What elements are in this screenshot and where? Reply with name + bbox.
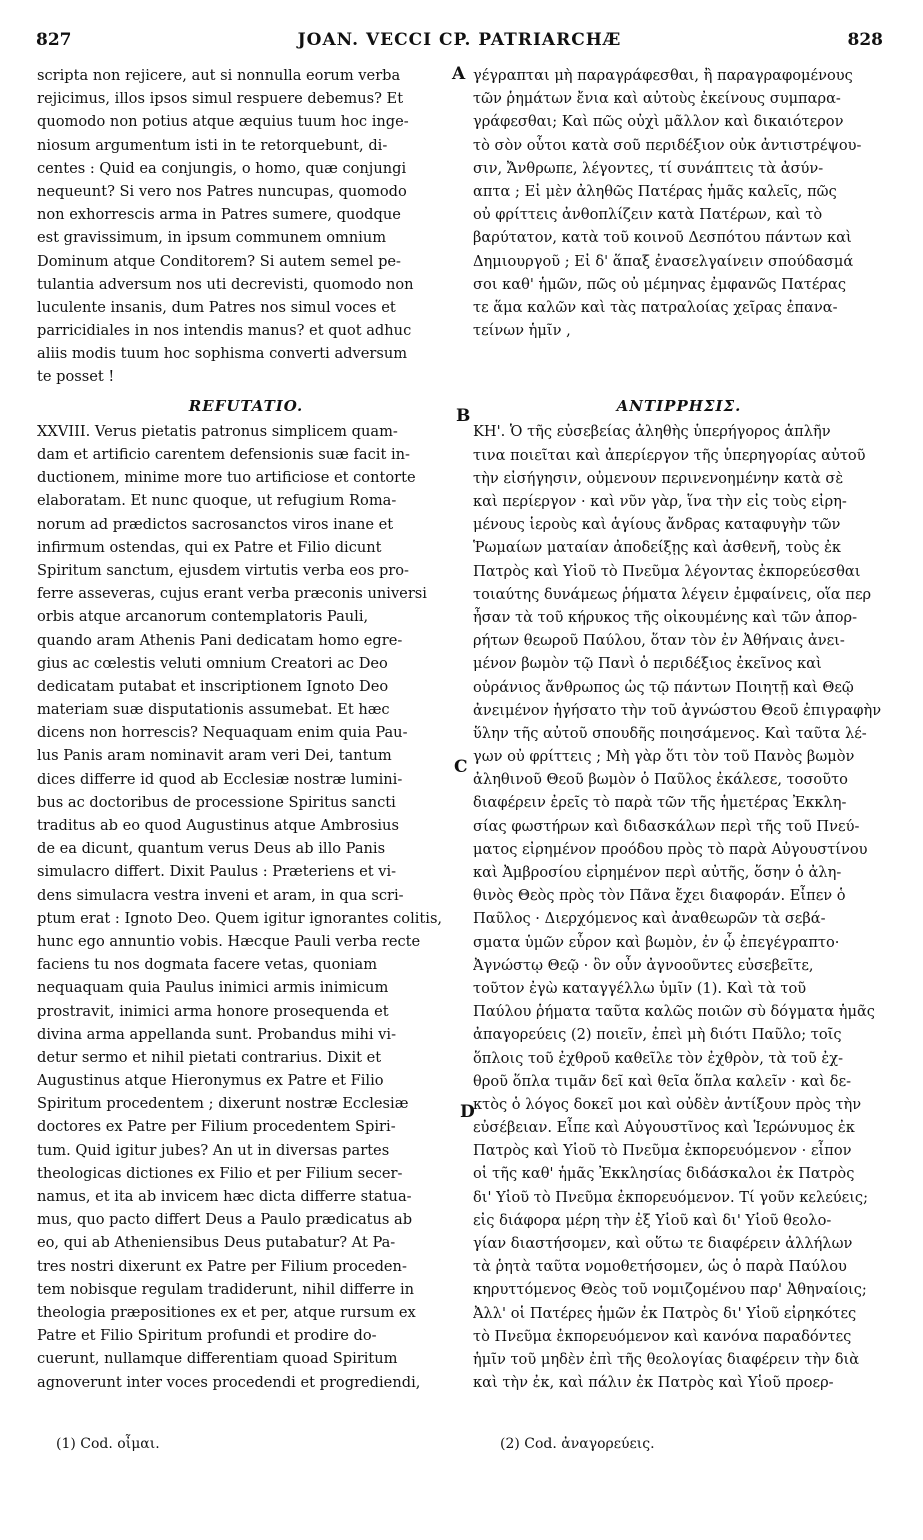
latin-text-line: non exhorrescis arma in Patres sumere, quodque bbox=[37, 206, 401, 224]
greek-text-line: κηρυττόμενος Θεὸς τοῦ νομιζομένου παρ' Ἀθηναίοις; bbox=[473, 1281, 867, 1299]
latin-text-line: hunc ego annuntio vobis. Hæcque Pauli verba recte bbox=[37, 932, 421, 950]
latin-text-line: dices differre id quod ab Ecclesiæ nostræ lumini- bbox=[37, 770, 403, 788]
latin-text-line: lus Panis aram nominavit aram veri Dei, tantum bbox=[37, 747, 392, 765]
greek-text-line: ἦσαν τὰ τοῦ κήρυκος τῆς οἰκουμένης καὶ τῶν ἀπορ- bbox=[473, 608, 857, 626]
latin-text-line: est gravissimum, in ipsum communem omnium bbox=[37, 229, 387, 247]
greek-text-line: τοῦτον ἐγὼ καταγγέλλω ὑμῖν (1). Καὶ τὰ τοῦ bbox=[473, 979, 807, 997]
greek-section-title: ΑΝΤΙΡΡΗΣΙΣ. bbox=[616, 397, 742, 416]
latin-text-line: rejicimus, illos ipsos simul respuere debemus? Et bbox=[37, 90, 404, 108]
greek-text-line: διαφέρειν ἐρεῖς τὸ παρὰ τῶν τῆς ἡμετέρας Ἐκκλη- bbox=[473, 794, 847, 812]
latin-text-line: quando aram Athenis Pani dedicatam homo egre- bbox=[37, 631, 403, 649]
latin-text-line: prostravit, inimici arma honore prosequenda et bbox=[37, 1002, 389, 1020]
greek-text-line: τοιαύτης δυνάμεως ῥήματα λέγειν ἐμφαίνεις, οἵα περ bbox=[473, 585, 872, 603]
margin-letter-d: D bbox=[460, 1102, 475, 1122]
latin-text-line: theologicas dictiones ex Filio et per Filium secer- bbox=[37, 1164, 403, 1182]
latin-text-line: faciens tu nos dogmata facere vetas, quoniam bbox=[37, 956, 378, 974]
page-header bbox=[36, 30, 883, 56]
greek-text-line: καὶ τὴν ἐκ, καὶ πάλιν ἐκ Πατρὸς καὶ Υἱοῦ προερ- bbox=[473, 1374, 834, 1392]
greek-text-line: Ἀγνώστῳ Θεῷ · ὃν οὖν ἀγνοοῦντες εὐσεβεῖτε, bbox=[473, 956, 814, 974]
latin-text-line: norum ad prædictos sacrosanctos viros inane et bbox=[37, 515, 394, 533]
latin-text-line: Dominum atque Conditorem? Si autem semel pe- bbox=[37, 252, 401, 270]
latin-text-line: orbis atque arcanorum contemplatoris Pauli, bbox=[37, 608, 369, 626]
greek-text-line: Πατρὸς καὶ Υἱοῦ τὸ Πνεῦμα ἐκπορευόμενον · εἶπον bbox=[473, 1142, 852, 1160]
latin-text-line: gius ac cœlestis veluti omnium Creatori ac Deo bbox=[37, 654, 388, 672]
greek-text-line: ρήτων θεωροῦ Παύλου, ὅταν τὸν ἐν Ἀθήναις ἀνει- bbox=[473, 632, 845, 650]
latin-text-line: dedicatam putabat et inscriptionem Ignoto Deo bbox=[37, 677, 389, 695]
greek-body-text bbox=[473, 420, 885, 1394]
latin-text-line: de ea dicunt, quantum verus Deus ab illo Panis bbox=[37, 840, 386, 858]
latin-text-line: dens simulacra vestra inveni et aram, in qua scri- bbox=[37, 886, 404, 904]
latin-text-line: namus, et ita ab invicem hæc dicta differre statua- bbox=[37, 1188, 412, 1206]
greek-text-line: ἀνειμένον ἡγήσατο τὴν τοῦ ἀγνώστου Θεοῦ ἐπιγραφὴν bbox=[473, 701, 882, 719]
latin-text-line: quomodo non potius atque æquius tuum hoc inge- bbox=[37, 113, 409, 131]
latin-text-line: theologia præpositiones ex et per, atque rursum ex bbox=[37, 1303, 416, 1321]
latin-text-line: tem nobisque regulam tradiderunt, nihil differre in bbox=[37, 1280, 415, 1298]
latin-text-line: ptum erat : Ignoto Deo. Quem igitur ignorantes colitis, bbox=[37, 909, 443, 927]
greek-text-line: σίας φωστήρων καὶ διδασκάλων περὶ τῆς τοῦ Πνεύ- bbox=[473, 817, 860, 835]
latin-text-line: nequaquam quia Paulus inimici armis inimicum bbox=[37, 979, 389, 997]
greek-text-line: βαρύτατον, κατὰ τοῦ κοινοῦ Δεσπότου πάντων καὶ bbox=[473, 229, 852, 247]
greek-text-line: γέγραπται μὴ παραγράφεσθαι, ἢ παραγραφομένους bbox=[473, 67, 853, 84]
greek-text-line: τὸ σὸν οὗτοι κατὰ σοῦ περιδέξιον οὐκ ἀντιστρέψου- bbox=[473, 136, 862, 154]
latin-text-line: Augustinus atque Hieronymus ex Patre et Filio bbox=[37, 1072, 384, 1090]
greek-column bbox=[473, 64, 885, 1394]
latin-text-line: bus ac doctoribus de processione Spiritus sancti bbox=[37, 793, 396, 811]
latin-text-line: cuerunt, nullamque differentiam quoad Spiritum bbox=[37, 1350, 398, 1368]
greek-text-line: τῶν ῥημάτων ἔνια καὶ αὐτοὺς ἐκείνους συμπαρα- bbox=[473, 90, 841, 108]
greek-text-line: γράφεσθαι; Καὶ πῶς οὐχὶ μᾶλλον καὶ δικαιότερον bbox=[473, 113, 844, 131]
greek-text-line: οὐράνιος ἄνθρωπος ὡς τῷ πάντων Ποιητῇ καὶ Θεῷ bbox=[473, 678, 854, 696]
greek-text-line: οἱ τῆς καθ' ἡμᾶς Ἐκκλησίας διδάσκαλοι ἐκ Πατρὸς bbox=[473, 1165, 855, 1183]
latin-text-line: luculente insanis, dum Patres nos simul voces et bbox=[37, 298, 396, 316]
latin-text-line: niosum argumentum isti in te retorquebunt, di- bbox=[37, 136, 388, 154]
greek-text-line: σοι καθ' ἡμῶν, πῶς οὐ μέμηνας ἐμφανῶς Πατέρας bbox=[473, 275, 847, 293]
latin-text-line: centes : Quid ea conjungis, o homo, quæ conjungi bbox=[37, 159, 407, 177]
latin-text-line: materiam suæ disputationis assumebat. Et hæc bbox=[37, 701, 390, 719]
latin-text-line: traditus ab eo quod Augustinus atque Ambrosius bbox=[37, 817, 399, 835]
latin-text-line: mus, quo pacto differt Deus a Paulo prædicatus ab bbox=[37, 1211, 413, 1229]
greek-text-line: ματος εἰρημένον προόδου πρὸς τὸ παρὰ Αὐγουστίνου bbox=[473, 840, 868, 858]
greek-text-line: εὐσέβειαν. Εἶπε καὶ Αὐγουστῖνος καὶ Ἱερώνυμος ἐκ bbox=[473, 1119, 855, 1137]
greek-text-line: εἰς διάφορα μέρη τὴν ἐξ Υἱοῦ καὶ δι' Υἱοῦ θεολο- bbox=[473, 1211, 832, 1229]
greek-text-line: θινὸς Θεὸς πρὸς τὸν Πᾶνα ἔχει διαφοράν. Εἶπεν ὁ bbox=[473, 887, 846, 905]
greek-text-line: τινα ποιεῖται καὶ ἀπερίεργον τῆς ὑπερηγορίας αὐτοῦ bbox=[473, 446, 866, 464]
greek-text-line: Παῦλος · Διερχόμενος καὶ ἀναθεωρῶν τὰ σεβά- bbox=[473, 910, 826, 928]
latin-text-line: scripta non rejicere, aut si nonnulla eorum verba bbox=[37, 67, 401, 84]
latin-text-line: doctores ex Patre per Filium procedentem Spiri- bbox=[37, 1118, 396, 1136]
greek-footnote: (2) Cod. ἀναγορεύεις. bbox=[500, 1436, 655, 1452]
latin-text-line: Patre et Filio Spiritum profundi et prodire do- bbox=[37, 1327, 377, 1345]
latin-top-text bbox=[37, 64, 455, 389]
latin-text-line: te posset ! bbox=[37, 368, 115, 386]
greek-text-line: γίαν διαστήσομεν, καὶ οὕτω τε διαφέρειν ἀλλήλων bbox=[473, 1235, 853, 1253]
latin-column bbox=[37, 64, 455, 1394]
latin-text-line: eo, qui ab Atheniensibus Deus putabatur? At Pa- bbox=[37, 1234, 396, 1252]
greek-text-line: σιν, Ἄνθρωπε, λέγοντες, τί συνάπτεις τὰ ἀσύν- bbox=[473, 159, 824, 177]
greek-text-line: ἀληθινοῦ Θεοῦ βωμὸν ὁ Παῦλος ἐκάλεσε, τοσοῦτο bbox=[473, 771, 848, 789]
latin-text-line: agnoverunt inter voces procedendi et progrediendi, bbox=[37, 1373, 421, 1391]
greek-text-line: θροῦ ὅπλα τιμᾶν δεῖ καὶ θεῖα ὅπλα καλεῖν · καὶ δε- bbox=[473, 1072, 852, 1090]
margin-letter-b: B bbox=[456, 406, 471, 426]
latin-text-line: tum. Quid igitur jubes? An ut in diversas partes bbox=[37, 1141, 390, 1159]
latin-text-line: simulacro differt. Dixit Paulus : Præteriens et vi- bbox=[37, 863, 397, 881]
greek-text-line: τὰ ῥητὰ ταῦτα νομοθετήσομεν, ὡς ὁ παρὰ Παύλου bbox=[473, 1258, 847, 1276]
margin-letter-a: A bbox=[452, 64, 466, 84]
greek-text-line: καὶ περίεργον · καὶ νῦν γὰρ, ἵνα τὴν εἰς τοὺς εἰρη- bbox=[473, 493, 847, 511]
latin-text-line: infirmum ostendas, qui ex Patre et Filio dicunt bbox=[37, 538, 382, 556]
latin-text-line: XXVIII. Verus pietatis patronus simplicem quam- bbox=[37, 422, 398, 440]
running-title: JOAN. VECCI CP. PATRIARCHÆ bbox=[297, 30, 622, 50]
greek-text-line: τὸ Πνεῦμα ἐκπορευόμενον καὶ κανόνα παραδόντες bbox=[473, 1327, 852, 1345]
greek-text-line: ὅπλοις τοῦ ἐχθροῦ καθεῖλε τὸν ἐχθρὸν, τὰ τοῦ ἐχ- bbox=[473, 1049, 844, 1067]
latin-text-line: tulantia adversum nos uti decrevisti, quomodo non bbox=[37, 275, 414, 293]
left-page-number: 827 bbox=[36, 30, 72, 50]
latin-body-text bbox=[37, 420, 455, 1394]
greek-text-line: Παύλου ῥήματα ταῦτα καλῶς ποιῶν σὺ δόγματα ἡμᾶς bbox=[473, 1003, 875, 1021]
greek-text-line: τὴν εἰσήγησιν, οὐμενουν περινενοημένην κατὰ σὲ bbox=[473, 469, 844, 487]
latin-text-line: detur sermo et nihil pietati contrarius. Dixit et bbox=[37, 1048, 382, 1066]
greek-text-line: καὶ Ἀμβροσίου εἰρημένον περὶ αὐτῆς, ὅσην ὁ ἀλη- bbox=[473, 864, 842, 882]
greek-text-line: σματα ὑμῶν εὗρον καὶ βωμὸν, ἐν ᾧ ἐπεγέγραπτο· bbox=[473, 933, 840, 951]
latin-text-line: elaboratam. Et nunc quoque, ut refugium Roma- bbox=[37, 492, 397, 510]
greek-text-line: απτα ; Εἰ μὲν ἀληθῶς Πατέρας ἡμᾶς καλεῖς, πῶς bbox=[473, 182, 837, 200]
latin-text-line: Spiritum sanctum, ejusdem virtutis verba eos pro- bbox=[37, 561, 409, 579]
greek-text-line: ἀπαγορεύεις (2) ποιεῖν, ἐπεὶ μὴ διότι Παῦλο; τοῖς bbox=[473, 1026, 842, 1044]
greek-text-line: τείνων ἡμῖν , bbox=[473, 322, 571, 340]
greek-text-line: Ἀλλ' οἱ Πατέρες ἡμῶν ἐκ Πατρὸς δι' Υἱοῦ εἰρηκότες bbox=[473, 1304, 857, 1322]
margin-letter-c: C bbox=[454, 757, 468, 777]
greek-text-line: Πατρὸς καὶ Υἱοῦ τὸ Πνεῦμα λέγοντας ἐκπορεύεσθαι bbox=[473, 562, 861, 580]
greek-text-line: γων οὐ φρίττεις ; Μὴ γὰρ ὅτι τὸν τοῦ Πανὸς βωμὸν bbox=[473, 748, 855, 766]
greek-text-line: οὐ φρίττεις ἀνθοπλίζειν κατὰ Πατέρων, καὶ τὸ bbox=[473, 206, 823, 224]
greek-text-line: ΚΗ'. Ὁ τῆς εὐσεβείας ἀληθὴς ὑπερήγορος ἁπλῆν bbox=[473, 423, 831, 441]
latin-text-line: dam et artificio carentem defensionis suæ facit in- bbox=[37, 446, 410, 464]
latin-text-line: tres nostri dixerunt ex Patre per Filium proceden- bbox=[37, 1257, 407, 1275]
latin-text-line: nequeunt? Si vero nos Patres nuncupas, quomodo bbox=[37, 182, 407, 200]
greek-text-line: ὕλην τῆς αὐτοῦ σπουδῆς ποιησάμενος. Καὶ ταῦτα λέ- bbox=[473, 724, 867, 742]
greek-text-line: μένον βωμὸν τῷ Πανὶ ὁ περιδέξιος ἐκεῖνος καὶ bbox=[473, 655, 822, 673]
right-page-number: 828 bbox=[847, 30, 883, 50]
greek-top-text bbox=[473, 64, 885, 342]
greek-text-line: μένους ἱεροὺς καὶ ἁγίους ἄνδρας καταφυγὴν τῶν bbox=[473, 516, 841, 534]
latin-text-line: ductionem, minime more tuo artificiose et contorte bbox=[37, 469, 416, 487]
latin-text-line: Spiritum procedentem ; dixerunt nostræ Ecclesiæ bbox=[37, 1095, 409, 1113]
greek-text-line: κτὸς ὁ λόγος δοκεῖ μοι καὶ οὐδὲν ἀντίξουν πρὸς τὴν bbox=[473, 1095, 862, 1113]
latin-text-line: ferre asseveras, cujus erant verba præconis universi bbox=[37, 585, 427, 603]
greek-text-line: ἡμῖν τοῦ μηδὲν ἐπὶ τῆς θεολογίας διαφέρειν τὴν διὰ bbox=[473, 1350, 860, 1368]
latin-footnote: (1) Cod. οἶμαι. bbox=[56, 1436, 160, 1452]
latin-text-line: parricidiales in nos intendis manus? et quot adhuc bbox=[37, 322, 412, 340]
greek-text-line: τε ἅμα καλῶν καὶ τὰς πατραλοίας χεῖρας ἐπανα- bbox=[473, 298, 838, 316]
latin-text-line: divina arma appellanda sunt. Probandus mihi vi- bbox=[37, 1025, 397, 1043]
latin-text-line: aliis modis tuum hoc sophisma converti adversum bbox=[37, 345, 408, 363]
greek-text-line: Δημιουργοῦ ; Εἰ δ' ἅπαξ ἐνασελγαίνειν σπούδασμά bbox=[473, 252, 854, 270]
latin-text-line: dicens non horrescis? Nequaquam enim quia Pau- bbox=[37, 724, 408, 742]
greek-text-line: Ῥωμαίων ματαίαν ἀποδείξῃς καὶ ἀσθενῆ, τοὺς ἐκ bbox=[473, 539, 842, 557]
greek-text-line: δι' Υἱοῦ τὸ Πνεῦμα ἐκπορευόμενον. Τί γοῦν κελεύεις; bbox=[473, 1188, 869, 1206]
latin-section-title: REFUTATIO. bbox=[188, 396, 304, 415]
